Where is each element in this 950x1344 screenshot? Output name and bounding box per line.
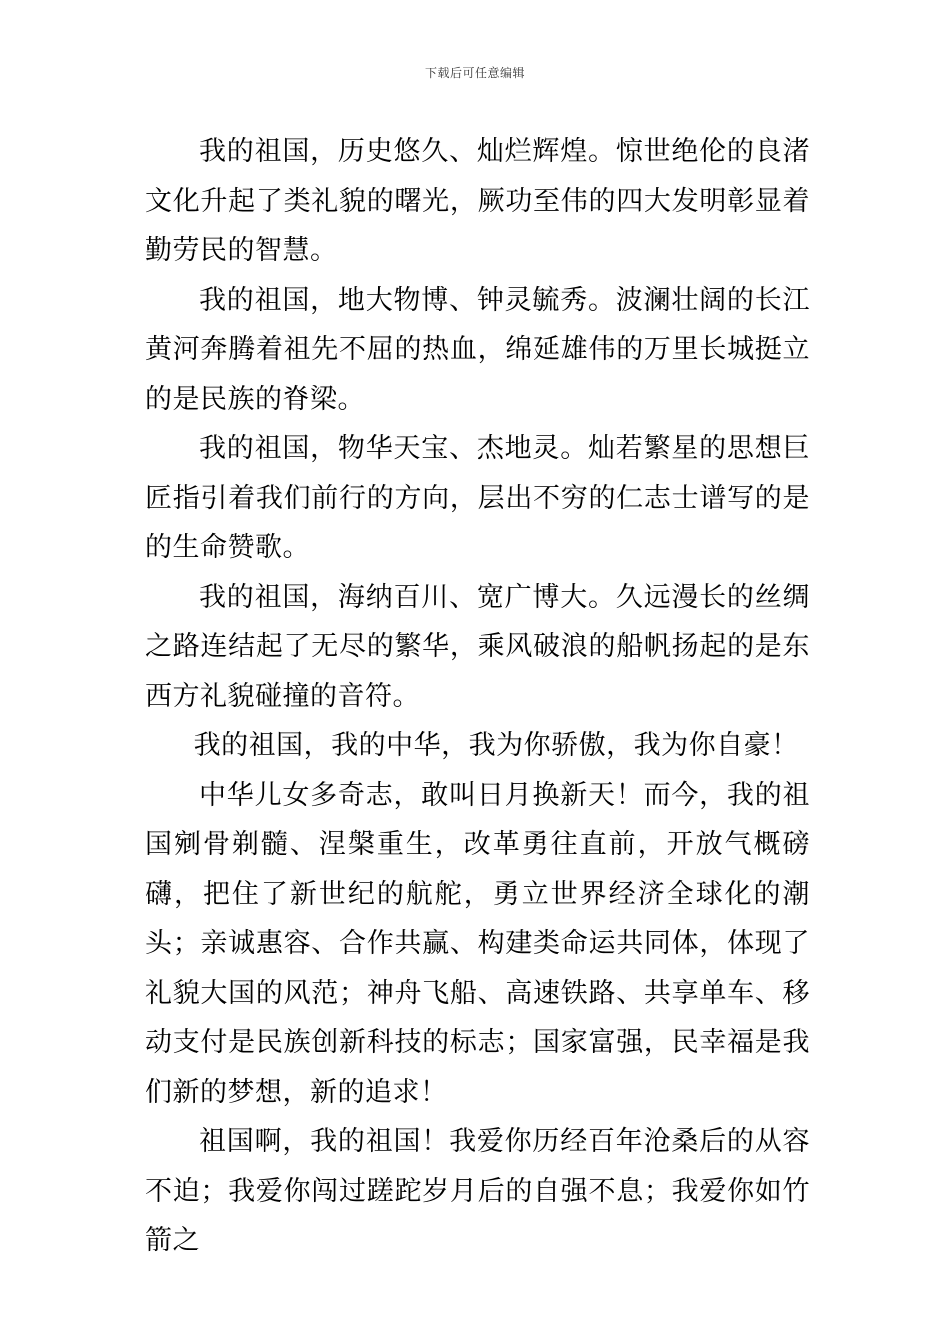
paragraph-openness: 我的祖国，海纳百川、宽广博大。久远漫长的丝绸之路连结起了无尽的繁华，乘风破浪的船帆扬起的是东西方礼貌碰撞的音符。 — [145, 581, 810, 712]
page-header: 下载后可任意编辑 — [424, 66, 525, 80]
paragraph-history: 我的祖国，历史悠久、灿烂辉煌。惊世绝伦的良渚文化升起了类礼貌的曙光，厥功至伟的四大发明彰显着勤劳民的智慧。 — [145, 136, 810, 266]
paragraph-people: 我的祖国，物华天宝、杰地灵。灿若繁星的思想巨匠指引着我们前行的方向，层出不穷的仁志士谱写的是的生命赞歌。 — [145, 433, 810, 563]
paragraph-love: 祖国啊，我的祖国！我爱你历经百年沧桑后的从容不迫；我爱你闯过蹉跎岁月后的自强不息；我爱你如竹箭之 — [145, 1126, 810, 1256]
paragraph-geography: 我的祖国，地大物博、钟灵毓秀。波澜壮阔的长江黄河奔腾着祖先不屈的热血，绵延雄伟的万里长城挺立的是民族的脊梁。 — [145, 284, 810, 415]
paragraph-pride: 我的祖国，我的中华，我为你骄傲，我为你自豪！ — [193, 730, 799, 761]
paragraph-new-era: 中华儿女多奇志，敢叫日月换新天！而今，我的祖国剜骨剃髓、涅槃重生，改革勇往直前，开放气概磅礴，把住了新世纪的航舵，勇立世界经济全球化的潮头；亲诚惠容、合作共赢、构建类命运共同体，体现了礼貌大国的风范；神舟飞船、高速铁路、共享单车、移动支付是民族创新科技的标志；国家富强，民幸福是我们新的梦想，新的追求！ — [145, 779, 810, 1108]
document-body — [145, 127, 810, 1266]
